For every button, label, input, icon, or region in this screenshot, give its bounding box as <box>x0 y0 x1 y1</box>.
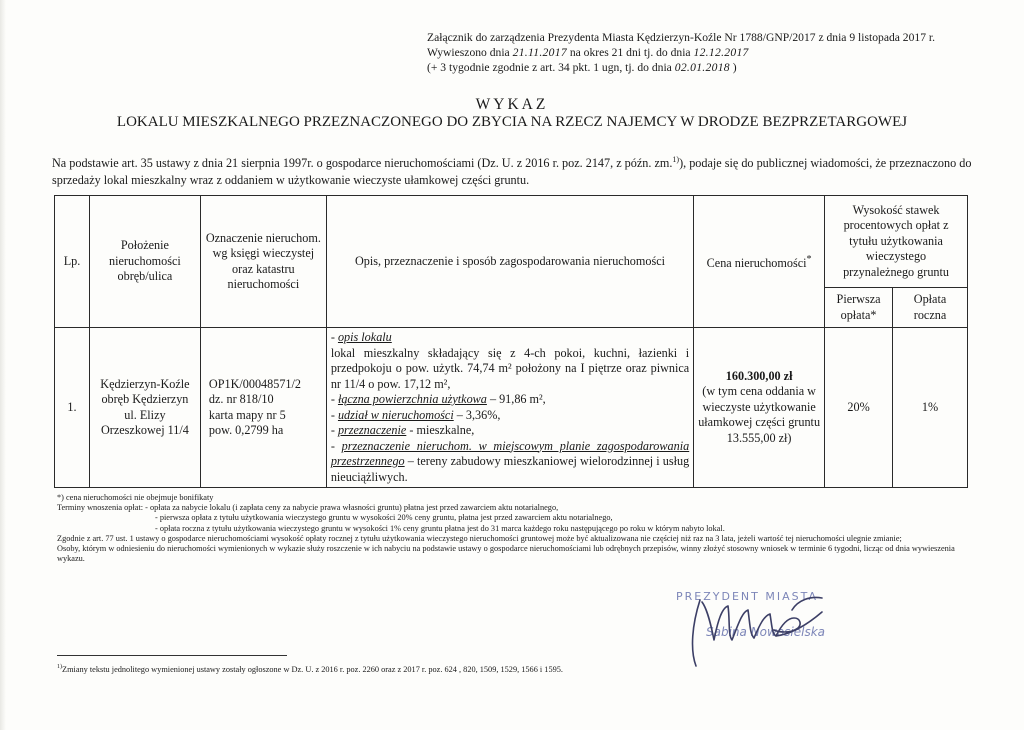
footnote-separator <box>57 655 287 656</box>
plot-no: dz. nr 818/10 <box>208 392 274 406</box>
extension-line: (+ 3 tygodnie zgodnie z art. 34 pkt. 1 ugn, tj. do dnia 02.01.2018 ) <box>427 61 737 74</box>
plot-area: pow. 0,2799 ha <box>208 423 284 437</box>
footnote-no-bonus: *) cena nieruchomości nie obejmuje bonifikaty <box>57 493 214 502</box>
footnote-annual-fee: - opłata roczna z tytułu użytkowania wieczystego gruntu w wysokości 1% ceny gruntu płatna jest do 31 marca każdego roku następującego po roku w którym nabyto lokal. <box>155 523 725 533</box>
attachment-header <box>427 30 1017 75</box>
col-price: Cena nieruchomości* <box>694 196 825 328</box>
price-note: (w tym cena oddania w wieczyste użytkowanie ułamkowej części gruntu 13.555,00 zł) <box>698 384 821 445</box>
footnote-terms: Terminy wnoszenia opłat: - opłata za nabycie lokalu (i zapłata ceny za nabycie prawa własności gruntu) płatna jest przed zawarciem aktu notarialnego, <box>57 503 559 513</box>
law-footnote: $^{1)}$Zmiany tekstu jednolitego wymienionej ustawy zostały ogłoszone w Dz. U. z 2016 r. poz. 2260 oraz z 2017 r. poz. 624 , 820, 1509, 1529, 1566 i 1595. <box>57 664 563 674</box>
intro-paragraph: Na podstawie art. 35 ustawy z dnia 21 sierpnia 1997r. o gospodarce nieruchomościami (Dz. U. z 2016 r. poz. 2147, z późn. zm.$^{1)}$), podaje się do publicznej wiadomości, że przeznaczono do sprzedaży lokal mieszkalny wraz z oddaniem w użytkowanie wieczyste ułamkowej części gruntu. <box>52 155 972 188</box>
land-register-no: OP1K/00048571/2 <box>208 376 301 391</box>
footnote-priority: Osoby, którym w odniesieniu do nieruchomości wymienionych w wykazie służy roszczenie w ich nabyciu na podstawie ustawy o gospodarce nieruchomościami lub odrębnych przepisów, winny złożyć stosowny wniosek w terminie 6 tygodni, licząc od dnia wywieszenia wykazu. <box>57 544 955 564</box>
desc-main: lokal mieszkalny składający się z 4-ch pokoi, kuchni, łazienki i przedpokoju o pow. użytk. 74,74 m² położony na I piętrze oraz piwnica nr 11/4 o pow. 17,12 m², <box>330 345 690 391</box>
row-lp: 1. <box>55 328 90 488</box>
table-row <box>55 328 968 488</box>
col-first-fee: Pierwsza opłata* <box>825 288 893 328</box>
posted-date: 21.11.2017 <box>512 46 567 59</box>
col-description: Opis, przeznaczenie i sposób zagospodarowania nieruchomości <box>326 196 693 328</box>
signature <box>672 580 832 670</box>
until-date: 12.12.2017 <box>693 46 749 59</box>
desc-heading: opis lokalu <box>337 330 392 344</box>
attachment-line: Załącznik do zarządzenia Prezydenta Miasta Kędzierzyn-Koźle Nr 1788/GNP/2017 z dnia 9 listopada 2017 r. <box>427 31 936 44</box>
col-rates: Wysokość stawek procentowych opłat z tytułu użytkowania wieczystego przynależnego gruntu <box>825 196 968 288</box>
property-table <box>54 195 968 488</box>
col-location: Położenie nieruchomości obręb/ulica <box>89 196 200 328</box>
document-subtitle: LOKALU MIESZKALNEGO PRZEZNACZONEGO DO ZBYCIA NA RZECZ NAJEMCY W DRODZE BEZPRZETARGOWEJ <box>116 114 908 130</box>
row-price <box>694 328 825 488</box>
footnote-first-fee: - pierwsza opłata z tytułu użytkowania wieczystego gruntu w wysokości 20% ceny gruntu, płatna jest przed zawarciem aktu notarialnego, <box>155 513 613 523</box>
row-annual-fee: 1% <box>893 328 968 488</box>
footnote-ref: 1) <box>672 155 680 164</box>
header-row <box>55 196 968 288</box>
stamp-title: PREZYDENT MIASTA <box>676 590 818 603</box>
map-sheet: karta mapy nr 5 <box>208 407 286 422</box>
row-location: Kędzierzyn-Koźle obręb Kędzierzyn ul. Elizy Orzeszkowej 11/4 <box>89 328 200 488</box>
document-title: WYKAZ <box>475 96 549 113</box>
col-designation: Oznaczenie nieruchom. wg księgi wieczystej oraz katastru nieruchomości <box>200 196 326 328</box>
col-annual-fee: Opłata roczna <box>893 288 968 328</box>
row-description: - opis lokalu lokal mieszkalny składający się z 4-ch pokoi, kuchni, łazienki i przedpokoju o pow. użytk. 74,74 m² położony na I piętrze oraz piwnica nr 11/4 o pow. 17,12 m², - łączna powierzchnia użytkowa – 91,86 m², - udział w nieruchomości – 3,36%, - przeznaczenie - mieszkalne, - przeznaczenie nieruchom. w miejscowym planie zagospodarowania przestrzennego – tereny zabudowy mieszkaniowej wielorodzinnej i usług nieuciążliwych. <box>326 328 693 488</box>
row-first-fee: 20% <box>825 328 893 488</box>
footnote-update: Zgodnie z art. 77 ust. 1 ustawy o gospodarce nieruchomościami wysokość opłaty rocznej z tytułu użytkowania wieczystego nieruchomości gruntowej może być aktualizowana nie częściej niż raz na 3 lata, jeżeli wartość tej nieruchomości ulegnie zmianie; <box>57 533 902 543</box>
extra-date: 02.01.2018 <box>674 61 730 74</box>
row-designation <box>200 328 326 488</box>
col-lp: Lp. <box>55 196 90 328</box>
stamp-name: Sabina Nowosielska <box>706 625 826 639</box>
footnotes <box>57 493 972 564</box>
price-value: 160.300,00 zł <box>725 368 793 383</box>
posting-line: Wywieszono dnia 21.11.2017 na okres 21 dni tj. do dnia 12.12.2017 <box>427 46 749 59</box>
